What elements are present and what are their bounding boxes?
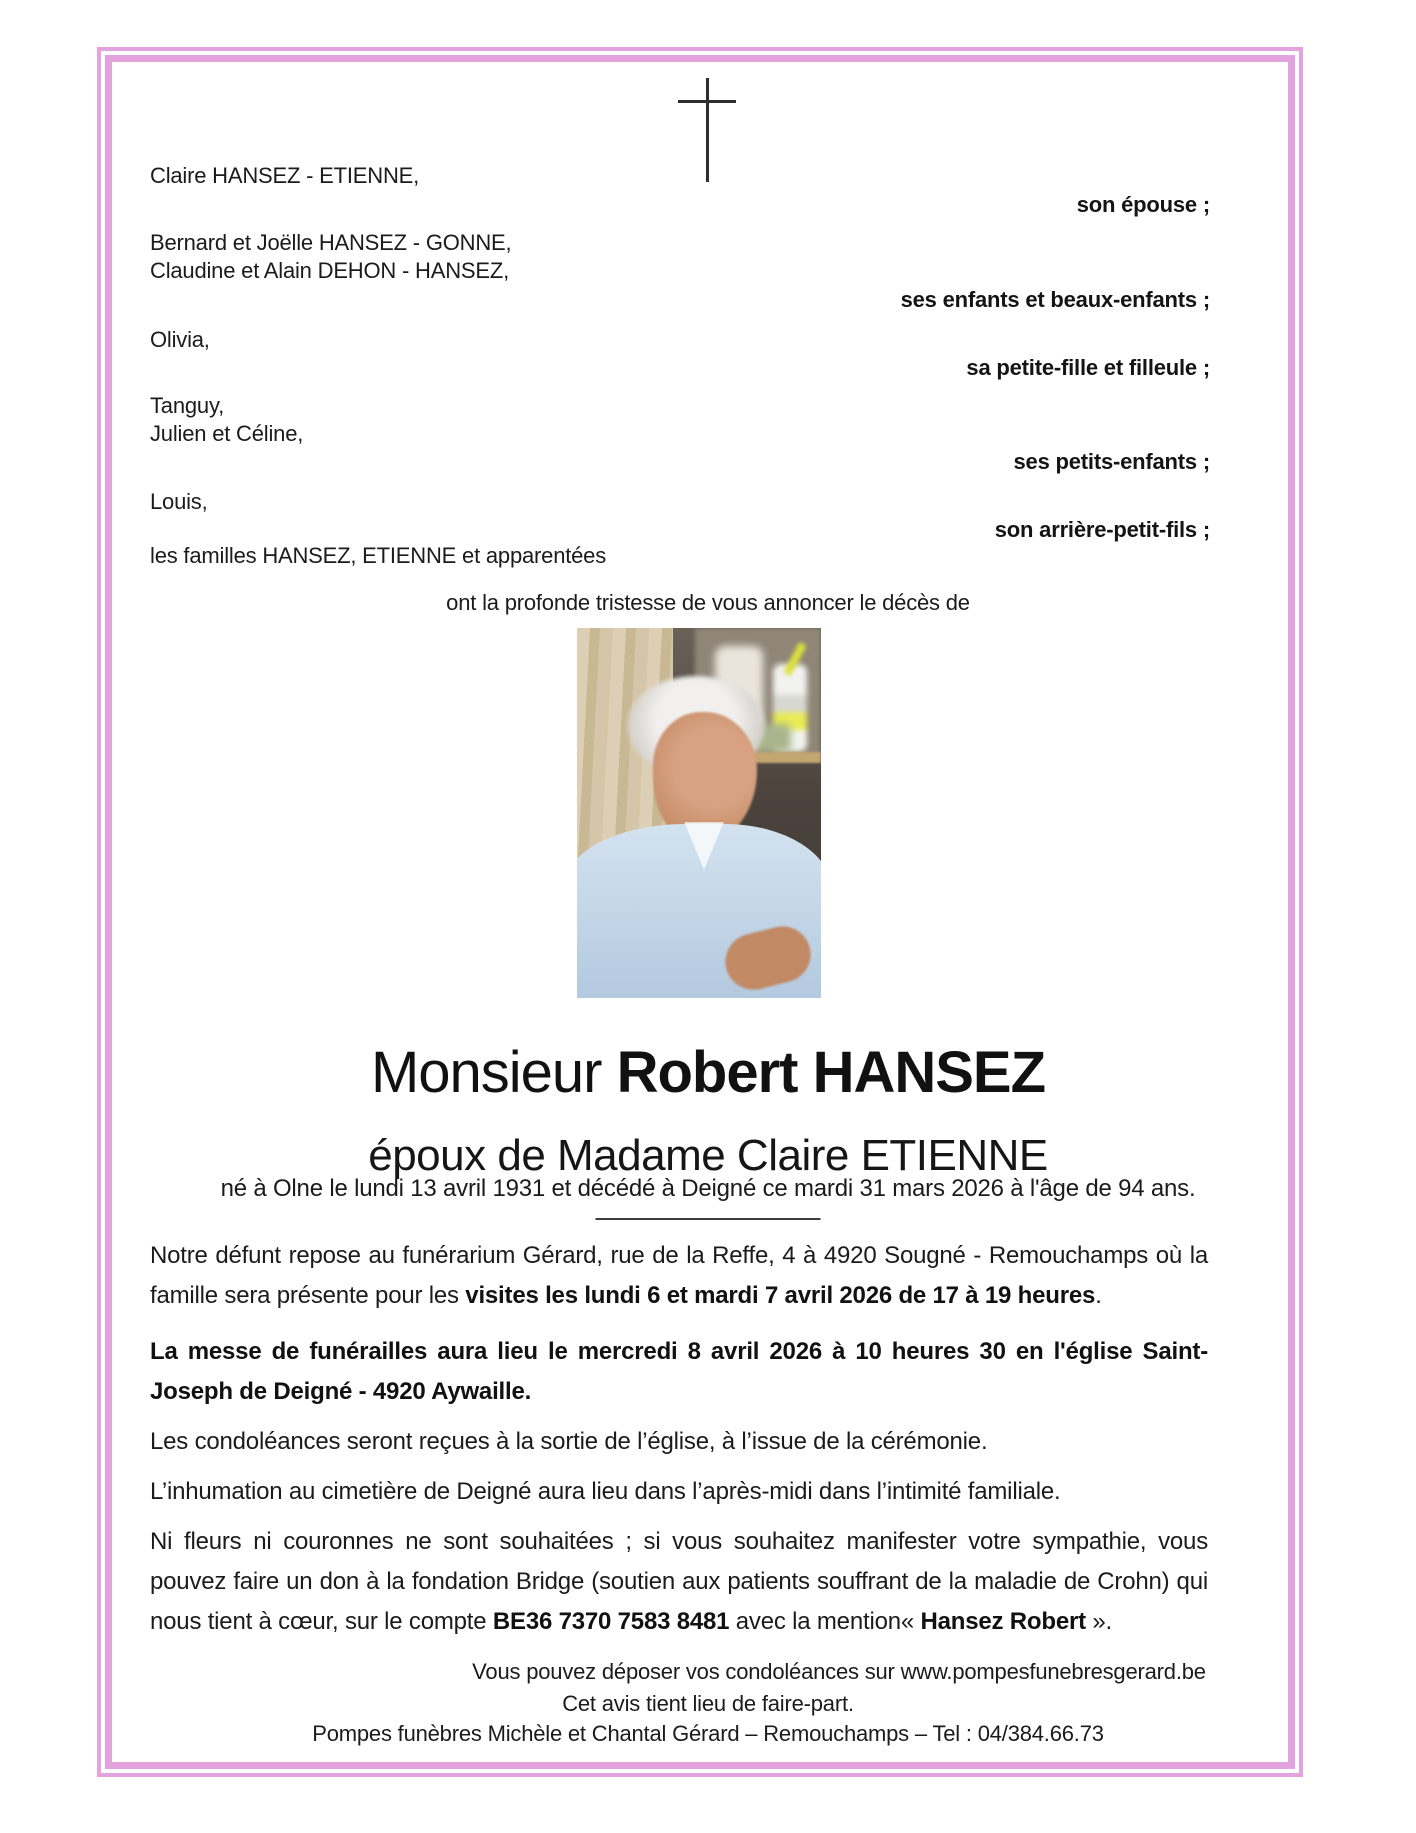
- life-dates-line: né à Olne le lundi 13 avril 1931 et décédé à Deigné ce mardi 31 mars 2026 à l'âge de 94 ans.: [220, 1175, 1196, 1202]
- deceased-name: Robert HANSEZ: [616, 1040, 1046, 1105]
- relation-label: sa petite-fille et filleule ;: [966, 355, 1210, 380]
- family-name-line: Claudine et Alain DEHON - HANSEZ,: [150, 258, 509, 283]
- deceased-name-title: [0, 1038, 1416, 1108]
- condolences-paragraph: Les condoléances seront reçues à la sortie de l’église, à l’issue de la cérémonie.: [150, 1428, 988, 1455]
- deceased-portrait-photo: [577, 628, 821, 998]
- family-name-line: Olivia,: [150, 327, 210, 352]
- mass-paragraph: La messe de funérailles aura lieu le mercredi 8 avril 2026 à 10 heures 30 en l'église Saint-Joseph de Deigné - 4920 Aywaille.: [150, 1338, 1208, 1405]
- burial-paragraph: L’inhumation au cimetière de Deigné aura lieu dans l’après-midi dans l’intimité familiale.: [150, 1478, 1061, 1505]
- footer-condolences-site-line: Vous pouvez déposer vos condoléances sur www.pompesfunebresgerard.be: [472, 1659, 1206, 1684]
- family-name-line: Louis,: [150, 489, 208, 514]
- deceased-title-prefix: Monsieur: [370, 1040, 617, 1105]
- relation-label: ses enfants et beaux-enfants ;: [900, 287, 1210, 312]
- section-divider: [596, 1218, 821, 1220]
- relation-label: son épouse ;: [1076, 192, 1210, 217]
- cross-icon: [706, 78, 709, 182]
- relation-label: ses petits-enfants ;: [1013, 449, 1210, 474]
- announcement-line: ont la profonde tristesse de vous annoncer le décès de: [446, 590, 970, 615]
- family-name-line: Tanguy,: [150, 393, 225, 418]
- family-name-line: Bernard et Joëlle HANSEZ - GONNE,: [150, 230, 512, 255]
- deceased-subtitle: époux de Madame Claire ETIENNE: [368, 1131, 1048, 1180]
- family-name-line: les familles HANSEZ, ETIENNE et apparentées: [150, 543, 607, 568]
- donations-paragraph: Ni fleurs ni couronnes ne sont souhaitées ; si vous souhaitez manifester votre sympathie, vous pouvez faire un don à la fondation Bridge (soutien aux patients souffrant de la maladie de Crohn) qui nous tient à cœur, sur le compte BE36 7370 7583 8481 avec la mention« Hansez Robert ».: [150, 1528, 1208, 1635]
- family-name-line: Claire HANSEZ - ETIENNE,: [150, 163, 420, 188]
- footer-funeral-home-line: Pompes funèbres Michèle et Chantal Gérard – Remouchamps – Tel : 04/384.66.73: [312, 1721, 1104, 1746]
- cross-icon-bar: [678, 100, 736, 103]
- family-name-line: Julien et Céline,: [150, 421, 304, 446]
- repose-paragraph: Notre défunt repose au funérarium Gérard, rue de la Reffe, 4 à 4920 Sougné - Remouchamps où la famille sera présente pour les visites les lundi 6 et mardi 7 avril 2026 de 17 à 19 heures.: [150, 1242, 1208, 1309]
- relation-label: son arrière-petit-fils ;: [994, 517, 1210, 542]
- footer-notice-line: Cet avis tient lieu de faire-part.: [562, 1691, 854, 1716]
